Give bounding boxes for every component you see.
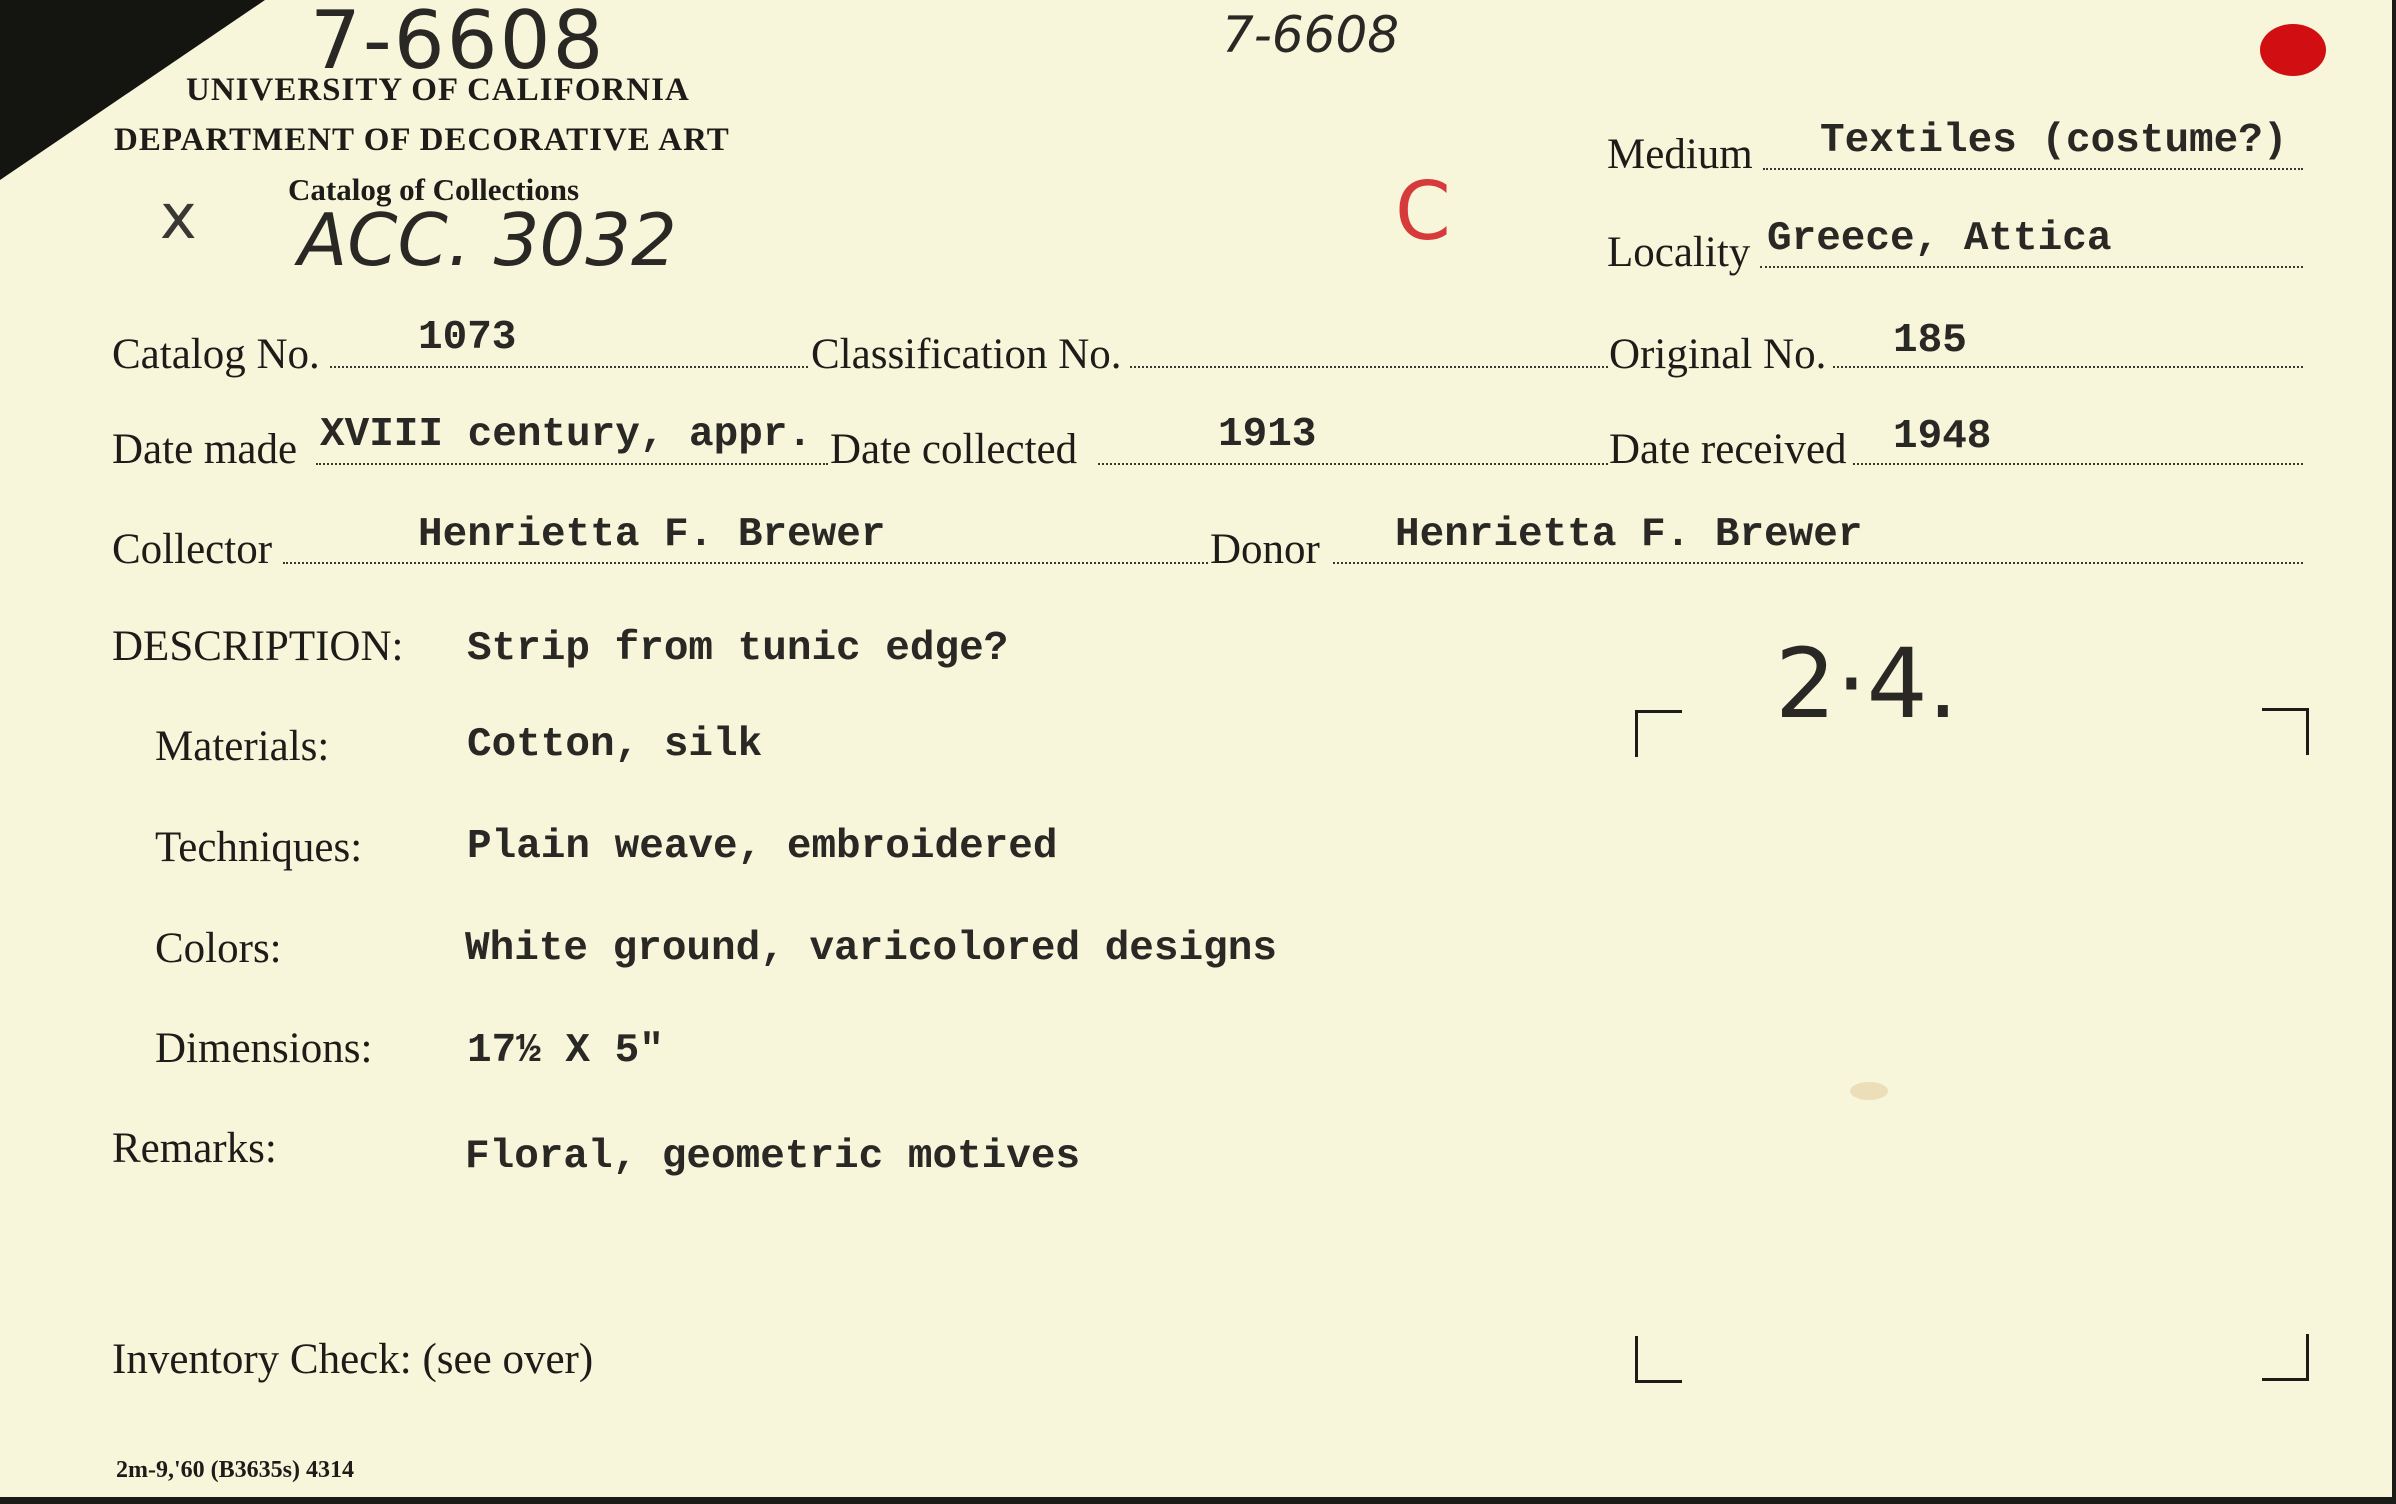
date-collected-label: Date collected xyxy=(830,426,1078,473)
frame-corner-bottom-right xyxy=(2262,1334,2309,1381)
handwritten-large-number: 2·4. xyxy=(1775,628,1959,740)
date-received-value: 1948 xyxy=(1893,414,1992,460)
colors-label: Colors: xyxy=(155,925,282,972)
remarks-label: Remarks: xyxy=(112,1125,277,1172)
catalog-no-value: 1073 xyxy=(418,315,517,361)
locality-value: Greece, Attica xyxy=(1767,216,2112,262)
medium-label: Medium xyxy=(1607,131,1753,178)
remarks-value: Floral, geometric motives xyxy=(465,1134,1081,1180)
collector-value: Henrietta F. Brewer xyxy=(418,512,886,558)
classification-no-label: Classification No. xyxy=(811,331,1122,378)
handwritten-acc-number: ACC. 3032 xyxy=(298,198,677,282)
dimensions-label: Dimensions: xyxy=(155,1025,373,1072)
collector-label: Collector xyxy=(112,526,273,573)
stain-spot xyxy=(1850,1082,1888,1100)
description-label: DESCRIPTION: xyxy=(112,623,404,670)
frame-corner-bottom-left xyxy=(1635,1336,1682,1383)
red-dot-mark xyxy=(2260,24,2326,76)
frame-corner-top-left xyxy=(1635,710,1682,757)
header-catalog-of-collections: Catalog of Collections xyxy=(288,172,580,207)
date-made-label: Date made xyxy=(112,426,298,473)
donor-value: Henrietta F. Brewer xyxy=(1395,512,1863,558)
description-value: Strip from tunic edge? xyxy=(467,626,1009,672)
materials-label: Materials: xyxy=(155,723,330,770)
techniques-value: Plain weave, embroidered xyxy=(467,824,1058,870)
date-collected-value: 1913 xyxy=(1218,412,1317,458)
print-code: 2m-9,'60 (B3635s) 4314 xyxy=(116,1457,354,1483)
materials-value: Cotton, silk xyxy=(467,722,763,768)
inventory-check-text: Inventory Check: (see over) xyxy=(112,1336,594,1383)
red-pencil-letter: C xyxy=(1395,165,1451,258)
donor-label: Donor xyxy=(1210,526,1320,573)
handwritten-check-mark: x xyxy=(160,180,197,253)
original-no-value: 185 xyxy=(1893,318,1967,364)
header-university: UNIVERSITY OF CALIFORNIA xyxy=(186,72,690,108)
catalog-no-label: Catalog No. xyxy=(112,331,320,378)
techniques-label: Techniques: xyxy=(155,824,363,871)
medium-value: Textiles (costume?) xyxy=(1820,118,2288,164)
original-no-label: Original No. xyxy=(1609,331,1827,378)
header-department: DEPARTMENT OF DECORATIVE ART xyxy=(114,122,730,158)
date-made-value: XVIII century, appr. xyxy=(320,412,813,458)
dimensions-value: 17½ X 5" xyxy=(467,1028,664,1074)
frame-corner-top-right xyxy=(2262,708,2309,755)
locality-label: Locality xyxy=(1607,229,1751,276)
handwritten-number-top-center: 7-6608 xyxy=(1222,6,1400,64)
date-received-label: Date received xyxy=(1609,426,1847,473)
colors-value: White ground, varicolored designs xyxy=(465,926,1277,972)
handwritten-number-top-left: 7-6608 xyxy=(310,0,606,87)
